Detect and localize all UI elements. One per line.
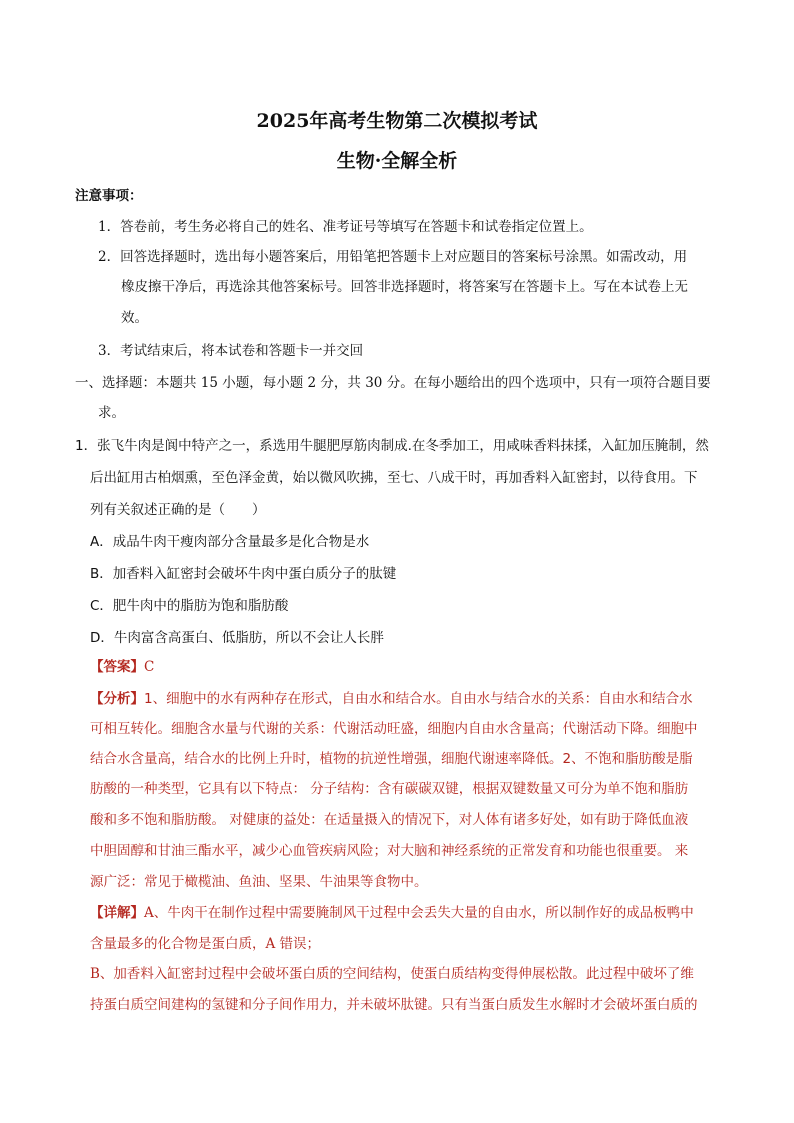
notice-item-3: 3．考试结束后，将本试卷和答题卡一并交回 — [98, 343, 364, 359]
detail-tag: 【详解】 — [90, 905, 144, 921]
notice-item-1: 1．答卷前，考生务必将自己的姓名、准考证号等填写在答题卡和试卷指定位置上。 — [98, 219, 593, 235]
analysis-line-1 — [90, 689, 693, 709]
notice-heading: 注意事项： — [75, 188, 143, 204]
detail-line-2: 含量最多的化合物是蛋白质，A 错误； — [90, 936, 321, 952]
answer-value: C — [144, 659, 155, 675]
answer-line — [90, 657, 154, 677]
question-stem-line-1: 1．张飞牛肉是阆中特产之一，系选用牛腿肥厚筋肉制成.在冬季加工，用咸味香料抹揉，入缸加压腌制，然 — [75, 438, 709, 454]
notice-item-2: 2．回答选择题时，选出每小题答案后，用铅笔把答题卡上对应题目的答案标号涂黑。如需改动，用 — [98, 249, 688, 265]
page-title: 2025年高考生物第二次模拟考试 — [256, 110, 538, 132]
question-stem-line-3: 列有关叙述正确的是（ ） — [90, 502, 266, 518]
section-heading-cont: 求。 — [98, 405, 125, 421]
option-d: D．牛肉富含高蛋白、低脂肪，所以不会让人长胖 — [90, 630, 384, 646]
detail-text: A、牛肉干在制作过程中需要腌制风干过程中会丢失大量的自由水，所以制作好的成品板鸭中 — [144, 905, 694, 921]
analysis-line-3: 结合水含量高，结合水的比例上升时，植物的抗逆性增强，细胞代谢速率降低。2、不饱和脂肪酸是脂 — [90, 751, 693, 767]
question-stem-line-2: 后出缸用古柏烟熏，至色泽金黄，始以微风吹拂，至七、八成干时，再加香料入缸密封，以待食用。下 — [90, 470, 698, 486]
detail-line-1 — [90, 903, 694, 923]
option-a: A．成品牛肉干瘦肉部分含量最多是化合物是水 — [90, 534, 370, 550]
analysis-line-6: 中胆固醇和甘油三酯水平，减少心血管疾病风险；对大脑和神经系统的正常发育和功能也很重要。 来 — [90, 843, 689, 859]
section-heading: 一、选择题：本题共 15 小题，每小题 2 分，共 30 分。在每小题给出的四个选项中，只有一项符合题目要 — [75, 375, 711, 391]
page-subtitle: 生物·全解全析 — [336, 150, 458, 172]
notice-item-2-cont: 橡皮擦干净后，再选涂其他答案标号。回答非选择题时，将答案写在答题卡上。写在本试卷上无 — [121, 279, 688, 295]
answer-tag: 【答案】 — [90, 659, 144, 675]
detail-line-3: B、加香料入缸密封过程中会破坏蛋白质的空间结构，使蛋白质结构变得伸展松散。此过程中破坏了维 — [90, 966, 694, 982]
analysis-tag: 【分析】 — [90, 691, 144, 707]
analysis-line-5: 酸和多不饱和脂肪酸。 对健康的益处：在适量摄入的情况下，对人体有诸多好处，如有助于降低血液 — [90, 812, 689, 828]
analysis-line-2: 可相互转化。细胞含水量与代谢的关系：代谢活动旺盛，细胞内自由水含量高；代谢活动下降。细胞中 — [90, 721, 698, 737]
analysis-line-7: 源广泛：常见于橄榄油、鱼油、坚果、牛油果等食物中。 — [90, 874, 428, 890]
option-b: B．加香料入缸密封会破坏牛肉中蛋白质分子的肽键 — [90, 566, 397, 582]
analysis-line-4: 肪酸的一种类型，它具有以下特点： 分子结构：含有碳碳双键，根据双键数量又可分为单不饱和脂肪 — [90, 781, 689, 797]
analysis-text: 1、细胞中的水有两种存在形式，自由水和结合水。自由水与结合水的关系：自由水和结合水 — [144, 691, 693, 707]
option-c: C．肥牛肉中的脂肪为饱和脂肪酸 — [90, 598, 289, 614]
notice-item-2-cont2: 效。 — [121, 310, 148, 326]
detail-line-4: 持蛋白质空间建构的氢键和分子间作用力，并未破坏肽键。只有当蛋白质发生水解时才会破坏蛋白质的 — [90, 997, 698, 1013]
